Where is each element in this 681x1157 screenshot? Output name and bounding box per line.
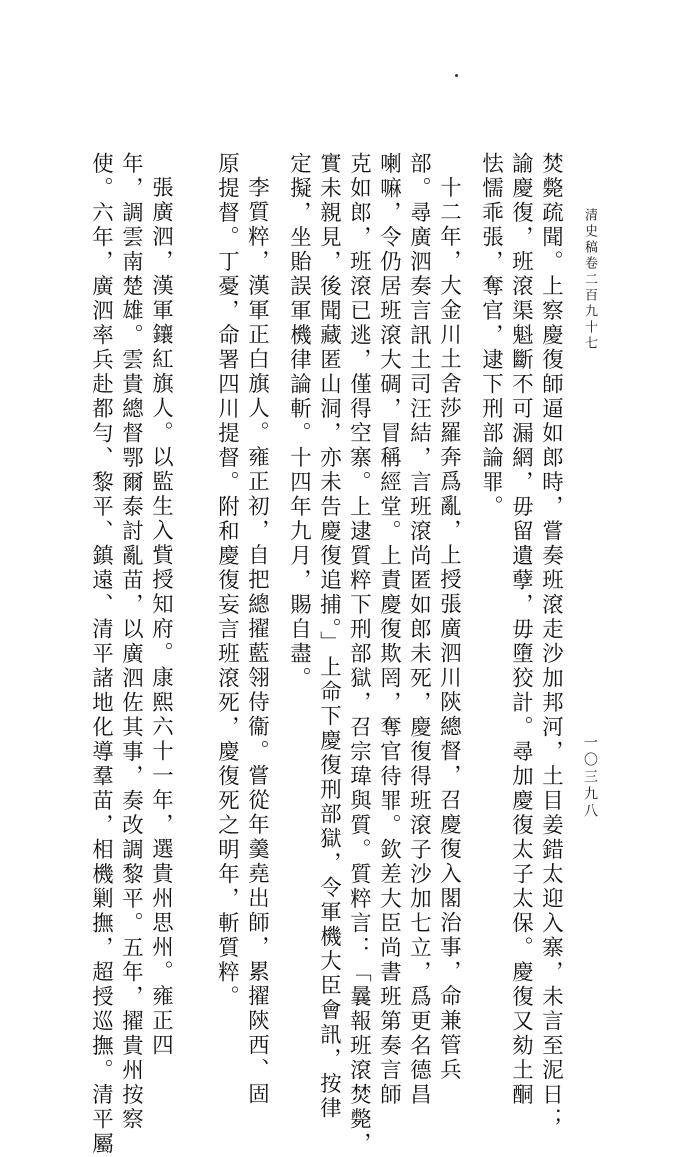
text-column: 實未親見，後聞藏匿山洞，亦未告慶復追捕。」上命下慶復刑部獄，令軍機大臣會訊，按律 [316,152,342,1122]
text-column: 喇嘛，令仍居班滾大碉，冒稱經堂。上責慶復欺罔，奪官待罪。欽差大臣尚書班第奏言師 [376,152,402,1108]
running-title: 清史稿卷二百九十七 [582,208,597,352]
text-column: 部。尋廣泗奏言訊土司汪結，言班滾尚匿如郎未死，慶復得班滾子沙加七立，爲更名德昌 [406,152,432,1108]
text-column: 原提督。丁憂，命署四川提督。附和慶復妄言班滾死，慶復死之明年，斬質粹。 [214,152,240,1010]
print-mark [455,74,458,77]
text-column: 焚斃疏聞。上察慶復師逼如郎時，嘗奏班滾走沙加邦河，土目姜錯太迎入寨，未言至泥日； [538,152,564,1132]
text-column: 使。六年，廣泗率兵赴都勻、黎平、鎮遠、清平諸地化導羣苗，相機剿撫，超授巡撫。清平屬 [88,152,114,1157]
text-column: 諭慶復，班滾渠魁斷不可漏網，毋留遺孽，毋墮狡計。尋加慶復太子太保。慶復又劾土酮 [508,152,534,1108]
text-column: 克如郎，班滾已逃，僅得空寨。上逮質粹下刑部獄，召宗瑋與質。質粹言：「曩報班滾焚斃， [346,152,372,1157]
text-column: 年，調雲南楚雄。雲貴總督鄂爾泰討亂苗，以廣泗佐其事，奏改調黎平。五年，擢貴州按察 [118,152,144,1132]
text-column: 張廣泗，漢軍鑲紅旗人。以監生入貲授知府。康熙六十一年，選貴州思州。雍正四 [148,176,174,1058]
text-column: 李質粹，漢軍正白旗人。雍正初，自把總擢藍翎侍衞。嘗從年羹堯出師，累擢陝西、固 [244,176,270,1107]
text-column: 怯懦乖張，奪官，逮下刑部論罪。 [478,152,504,520]
page-number: 一〇三九八 [582,735,598,820]
text-column: 十二年，大金川土舍莎羅奔爲亂，上授張廣泗川陝總督，召慶復入閣治事，命兼管兵 [436,176,462,1083]
text-column: 定擬，坐貽誤軍機律論斬。十四年九月，賜自盡。 [286,152,312,691]
